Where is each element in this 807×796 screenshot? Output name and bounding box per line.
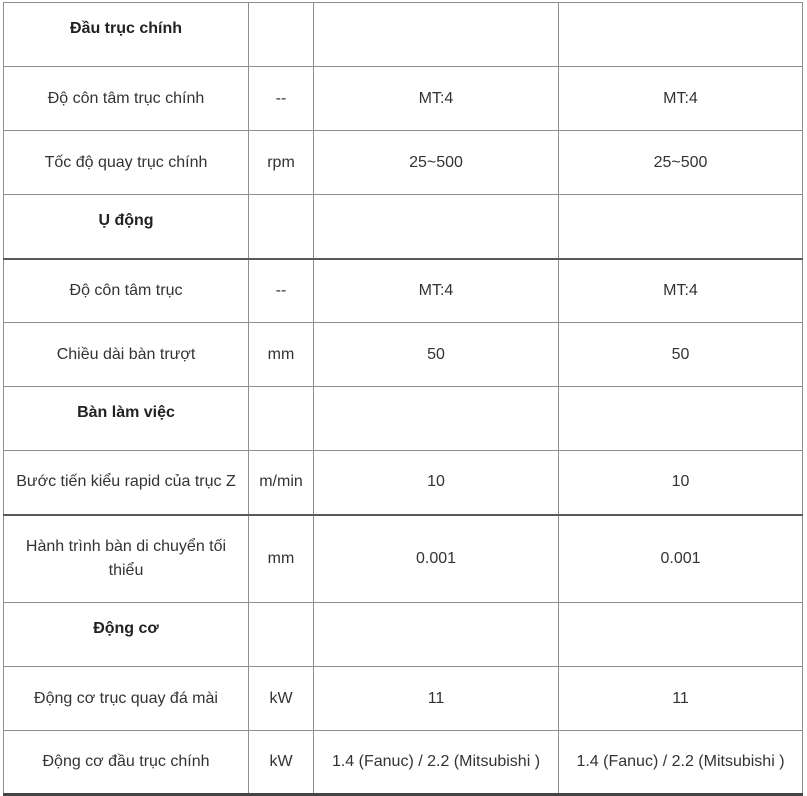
table-row	[4, 667, 803, 731]
value-cell-2: MT:4	[559, 67, 803, 131]
table-row-section-tailstock	[4, 195, 803, 259]
value-cell-1: 0.001	[314, 515, 559, 603]
unit-cell: --	[249, 259, 314, 323]
value-cell-2	[559, 603, 803, 667]
section-title: Bàn làm việc	[4, 387, 249, 451]
table-row	[4, 259, 803, 323]
spec-label: Độ côn tâm trục chính	[4, 67, 249, 131]
value-cell-1: MT:4	[314, 67, 559, 131]
spec-label: Hành trình bàn di chuyển tối thiểu	[4, 515, 249, 603]
table-row-section-worktable	[4, 387, 803, 451]
value-cell-2	[559, 3, 803, 67]
spec-label: Động cơ đầu trục chính	[4, 731, 249, 795]
unit-cell	[249, 195, 314, 259]
table-row-section-spindle-head	[4, 3, 803, 67]
spec-label: Chiều dài bàn trượt	[4, 323, 249, 387]
value-cell-2	[559, 195, 803, 259]
value-cell-1: 25~500	[314, 131, 559, 195]
unit-cell: kW	[249, 667, 314, 731]
unit-cell: mm	[249, 515, 314, 603]
unit-cell: m/min	[249, 451, 314, 515]
unit-cell	[249, 387, 314, 451]
table-row	[4, 323, 803, 387]
value-cell-1: MT:4	[314, 259, 559, 323]
value-cell-2: 25~500	[559, 131, 803, 195]
unit-cell: rpm	[249, 131, 314, 195]
value-cell-1: 1.4 (Fanuc) / 2.2 (Mitsubishi )	[314, 731, 559, 795]
table-row	[4, 451, 803, 515]
value-cell-1	[314, 387, 559, 451]
section-title: Ụ động	[4, 195, 249, 259]
table-row	[4, 67, 803, 131]
unit-cell: --	[249, 67, 314, 131]
unit-cell: kW	[249, 731, 314, 795]
value-cell-2	[559, 387, 803, 451]
table-row	[4, 131, 803, 195]
value-cell-2: 10	[559, 451, 803, 515]
section-title: Động cơ	[4, 603, 249, 667]
spec-label: Độ côn tâm trục	[4, 259, 249, 323]
spec-label: Bước tiến kiểu rapid của trục Z	[4, 451, 249, 515]
spec-table	[3, 2, 803, 796]
value-cell-1: 10	[314, 451, 559, 515]
spec-label: Động cơ trục quay đá mài	[4, 667, 249, 731]
value-cell-1: 50	[314, 323, 559, 387]
table-row-section-motor	[4, 603, 803, 667]
unit-cell: mm	[249, 323, 314, 387]
value-cell-2: 1.4 (Fanuc) / 2.2 (Mitsubishi )	[559, 731, 803, 795]
spec-label: Tốc độ quay trục chính	[4, 131, 249, 195]
table-row	[4, 515, 803, 603]
value-cell-1	[314, 3, 559, 67]
value-cell-1: 11	[314, 667, 559, 731]
unit-cell	[249, 3, 314, 67]
unit-cell	[249, 603, 314, 667]
value-cell-2: 50	[559, 323, 803, 387]
value-cell-2: MT:4	[559, 259, 803, 323]
value-cell-1	[314, 603, 559, 667]
value-cell-1	[314, 195, 559, 259]
table-row	[4, 731, 803, 795]
value-cell-2: 0.001	[559, 515, 803, 603]
value-cell-2: 11	[559, 667, 803, 731]
section-title: Đầu trục chính	[4, 3, 249, 67]
